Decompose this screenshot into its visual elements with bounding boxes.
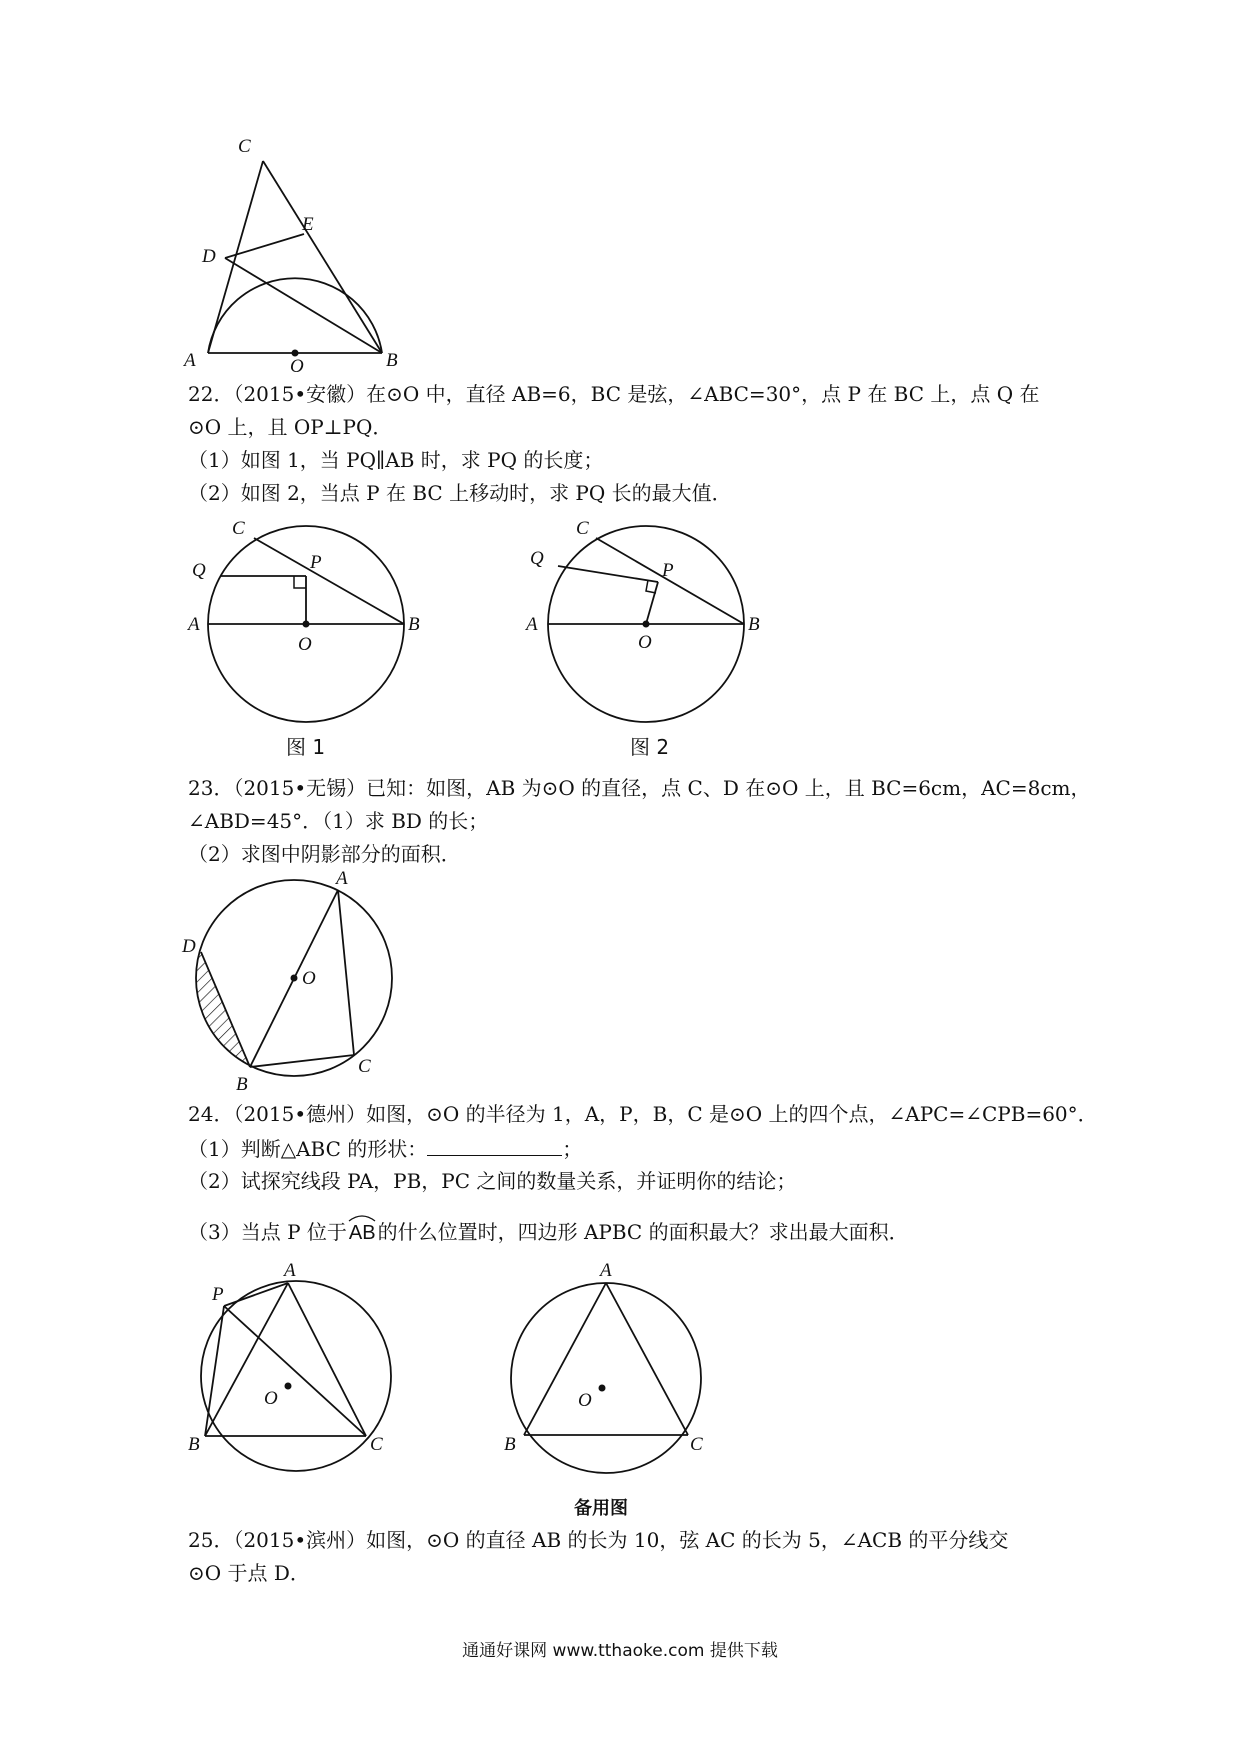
label-b: B	[236, 1074, 248, 1095]
arc-label: AB	[348, 1222, 376, 1244]
answer-blank	[427, 1137, 562, 1156]
q22-line3: （1）如图 1，当 PQ∥AB 时，求 PQ 的长度；	[188, 448, 604, 472]
label-o: O	[302, 968, 316, 989]
chord-bc	[254, 538, 404, 624]
label-q: Q	[192, 560, 206, 581]
q24-line2-end: ；	[562, 1137, 583, 1161]
page-footer: 通通好课网 www.tthaoke.com 提供下载	[462, 1641, 778, 1661]
figure-2	[526, 518, 766, 763]
q25-line2: ⊙O 于点 D．	[188, 1561, 310, 1585]
label-a: A	[188, 614, 200, 635]
center-point	[303, 621, 310, 628]
label-a: A	[284, 1260, 296, 1281]
q22-line2: ⊙O 上，且 OP⊥PQ．	[188, 415, 393, 439]
semicircle-arc	[208, 278, 382, 353]
right-angle-mark	[294, 576, 306, 588]
q24-line4	[188, 1218, 909, 1247]
arc-ab	[347, 1219, 378, 1247]
segment-op	[646, 582, 658, 624]
label-p: P	[212, 1284, 224, 1305]
center-point	[291, 975, 298, 982]
label-c: C	[690, 1434, 703, 1455]
arc-mark	[347, 1214, 377, 1222]
circle	[511, 1283, 701, 1473]
q24-line2-text: （1）判断△ABC 的形状：	[188, 1137, 428, 1161]
chord-ac	[338, 890, 354, 1055]
segment-qp	[558, 566, 658, 582]
side-ac	[288, 1283, 366, 1436]
figure-semicircle-triangle	[180, 136, 420, 377]
side-ab	[524, 1283, 606, 1435]
side-bc	[263, 161, 382, 353]
figure-1	[186, 518, 426, 763]
q22-line4: （2）如图 2，当点 P 在 BC 上移动时，求 PQ 长的最大值．	[188, 481, 732, 505]
q22-line1: 22．（2015•安徽）在⊙O 中，直径 AB=6，BC 是弦，∠ABC=30°，点 P 在 BC 上，点 Q 在	[188, 382, 1040, 406]
label-b: B	[188, 1434, 200, 1455]
q23-line2: ∠ABD=45°．（1）求 BD 的长；	[188, 809, 489, 833]
q23-line1: 23．（2015•无锡）已知：如图，AB 为⊙O 的直径，点 C、D 在⊙O 上，且 BC=6cm，AC=8cm，	[188, 776, 1091, 800]
label-c: C	[576, 518, 589, 539]
figure-2-caption: 图 2	[630, 735, 670, 759]
q24-line4-b: 的什么位置时，四边形 APBC 的面积最大？求出最大面积．	[377, 1220, 909, 1244]
side-ac	[606, 1283, 688, 1435]
q24-line3: （2）试探究线段 PA，PB，PC 之间的数量关系，并证明你的结论；	[188, 1169, 797, 1193]
segment-de	[225, 234, 304, 258]
label-q: Q	[530, 548, 544, 569]
label-p: P	[662, 560, 674, 581]
label-e: E	[302, 214, 314, 235]
label-b: B	[504, 1434, 516, 1455]
label-c: C	[232, 518, 245, 539]
figure-1-caption: 图 1	[286, 735, 326, 759]
circle	[201, 1281, 391, 1471]
q24-line2	[188, 1135, 582, 1163]
label-a: A	[600, 1260, 612, 1281]
label-b: B	[408, 614, 420, 635]
q24-line4-a: （3）当点 P 位于	[188, 1220, 347, 1244]
side-ac	[208, 161, 263, 353]
q24-line1: 24．（2015•德州）如图，⊙O 的半径为 1，A，P，B，C 是⊙O 上的四个点，∠APC=∠CPB=60°．	[188, 1102, 1098, 1126]
label-d: D	[202, 246, 216, 267]
label-c: C	[358, 1056, 371, 1077]
label-o: O	[298, 634, 312, 655]
q23-line3: （2）求图中阴影部分的面积．	[188, 842, 461, 866]
center-point	[599, 1385, 606, 1392]
center-point	[643, 621, 650, 628]
figure-q24	[188, 1260, 408, 1484]
figure-q24-spare	[500, 1260, 730, 1526]
label-a: A	[526, 614, 538, 635]
spare-figure-caption: 备用图	[574, 1498, 628, 1519]
label-b: B	[748, 614, 760, 635]
label-p: P	[310, 552, 322, 573]
label-b: B	[386, 350, 398, 371]
label-a: A	[336, 868, 348, 889]
label-a: A	[184, 350, 196, 371]
label-d: D	[182, 936, 196, 957]
segment-pc	[224, 1306, 366, 1436]
label-o: O	[638, 632, 652, 653]
side-ab	[205, 1283, 288, 1436]
label-o: O	[264, 1388, 278, 1409]
label-o: O	[290, 356, 304, 377]
center-point	[285, 1383, 292, 1390]
q25-line1: 25．（2015•滨州）如图，⊙O 的直径 AB 的长为 10，弦 AC 的长为 5，∠ACB 的平分线交	[188, 1528, 1009, 1552]
chord-bc	[596, 538, 744, 624]
label-o: O	[578, 1390, 592, 1411]
figure-q23	[182, 868, 412, 1097]
label-c: C	[370, 1434, 383, 1455]
label-c: C	[238, 136, 251, 157]
